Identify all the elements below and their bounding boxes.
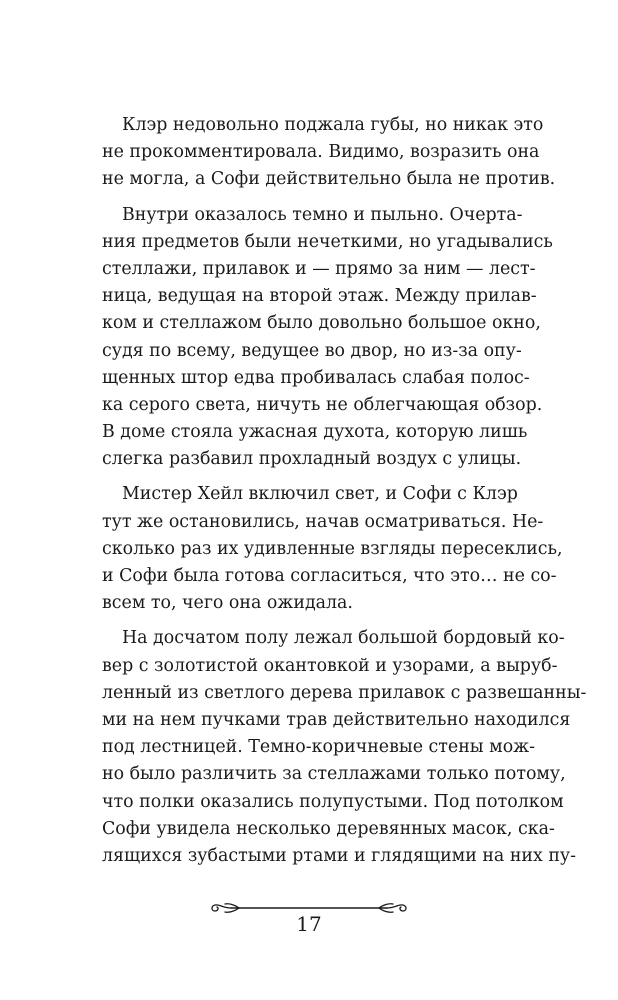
text-line: судя по всему, ведущее во двор, но из-за опу- [102, 340, 522, 361]
text-line: щенных штор едва пробивалась слабая полос- [102, 367, 530, 388]
text-line: вер с золотистой окантовкой и узорами, а выруб- [102, 655, 558, 676]
text-line: что полки оказались полупустыми. Под потолком [102, 791, 564, 812]
paragraph-2 [102, 202, 553, 474]
page-footer [0, 900, 618, 960]
text-line: ленный из светлого дерева прилавок с развешанны- [102, 682, 587, 703]
text-line: На досчатом полу лежал большой бордовый ко- [122, 628, 565, 649]
text-line: ница, ведущая на второй этаж. Между прилав- [102, 286, 537, 307]
text-line: В доме стояла ужасная духота, которую лишь [102, 422, 528, 443]
text-line: под лестницей. Темно-коричневые стены мож- [102, 737, 536, 758]
text-line: ния предметов были нечеткими, но угадывались [102, 231, 553, 252]
text-line: лящихся зубастыми ртами и глядящими на них пу- [102, 845, 577, 866]
text-line: тут же остановились, начав осматриваться. Не- [102, 511, 544, 532]
text-line: Софи увидела несколько деревянных масок, ска- [102, 818, 555, 839]
text-line: не прокомментировала. Видимо, возразить она [102, 142, 540, 163]
text-line: но было различить за стеллажами только потому, [102, 764, 566, 785]
text-line: ми на нем пучками трав действительно находился [102, 709, 571, 730]
text-line: Клэр недовольно поджала губы, но никак это [122, 115, 544, 135]
page-number: 17 [296, 912, 322, 936]
text-line: стеллажи, прилавок и — прямо за ним — лест- [102, 258, 536, 279]
paragraph-1 [102, 112, 556, 194]
text-line: и Софи была готова согласиться, что это… не со- [102, 566, 557, 586]
text-line: Мистер Хейл включил свет, и Софи с Клэр [122, 484, 518, 505]
text-line: всем то, чего она ожидала. [102, 593, 353, 614]
paragraph-4 [102, 625, 587, 870]
body-text [102, 112, 587, 878]
text-line: Внутри оказалось темно и пыльно. Очерта- [122, 204, 523, 225]
text-line: слегка разбавил прохладный воздух с улицы. [102, 449, 522, 470]
text-line: сколько раз их удивленные взгляды пересеклись, [102, 538, 563, 559]
text-line: ка серого света, ничуть не облегчающая обзор. [102, 394, 543, 415]
text-line: ком и стеллажом было довольно большое окно, [102, 313, 541, 334]
paragraph-3 [102, 481, 563, 617]
text-line: не могла, а Софи действительно была не против. [102, 169, 556, 190]
